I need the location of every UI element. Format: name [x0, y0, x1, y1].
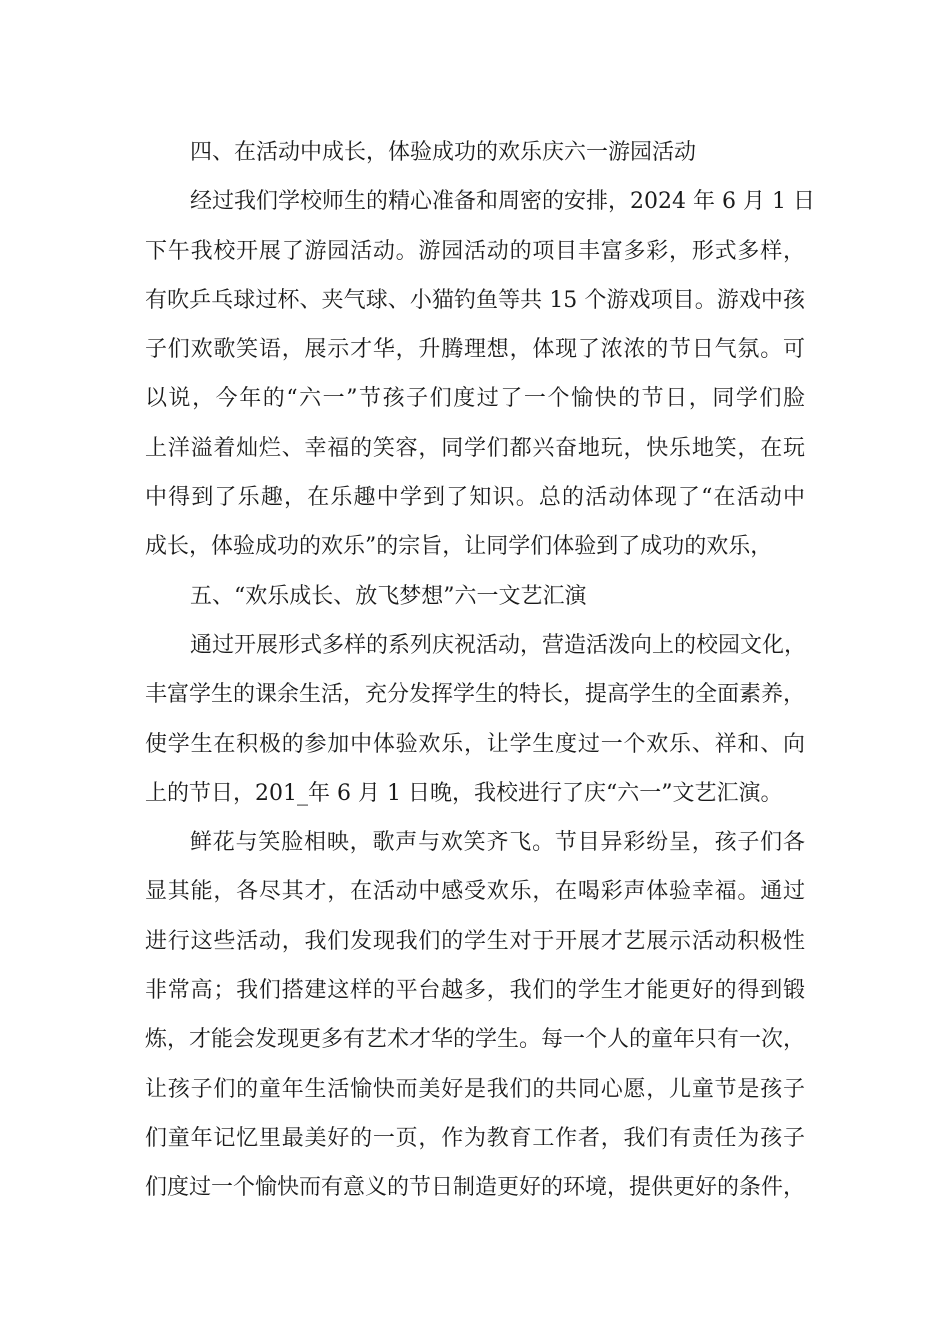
text-line: 非常高；我们搭建这样的平台越多，我们的学生才能更好的得到锻 — [145, 978, 805, 1004]
text-line: 们童年记忆里最美好的一页，作为教育工作者，我们有责任为孩子 — [145, 1125, 805, 1151]
text-line: 以说，今年的“六一”节孩子们度过了一个愉快的节日，同学们脸 — [145, 386, 805, 412]
text-line: 进行这些活动，我们发现我们的学生对于开展才艺展示活动积极性 — [145, 928, 805, 954]
text-line: 成长，体验成功的欢乐”的宗旨，让同学们体验到了成功的欢乐， — [145, 534, 773, 560]
text-line: 通过开展形式多样的系列庆祝活动，营造活泼向上的校园文化， — [190, 632, 807, 658]
text-line: 鲜花与笑脸相映，歌声与欢笑齐飞。节目异彩纷呈，孩子们各 — [190, 830, 805, 856]
text-line: 使学生在积极的参加中体验欢乐，让学生度过一个欢乐、祥和、向 — [145, 731, 805, 757]
document-body — [145, 128, 815, 1213]
text-line: 经过我们学校师生的精心准备和周密的安排，2024 年 6 月 1 日 — [190, 189, 815, 215]
text-line: 丰富学生的课余生活，充分发挥学生的特长，提高学生的全面素养， — [145, 682, 806, 708]
text-line: 中得到了乐趣，在乐趣中学到了知识。总的活动体现了“在活动中 — [145, 485, 805, 511]
text-line: 下午我校开展了游园活动。游园活动的项目丰富多彩，形式多样， — [145, 238, 805, 264]
text-line: 显其能，各尽其才，在活动中感受欢乐，在喝彩声体验幸福。通过 — [145, 879, 805, 905]
text-line: 炼，才能会发现更多有艺术才华的学生。每一个人的童年只有一次， — [145, 1027, 806, 1053]
section-heading-5: 五、“欢乐成长、放飞梦想”六一文艺汇演 — [190, 583, 587, 609]
text-line: 们度过一个愉快而有意义的节日制造更好的环境，提供更好的条件， — [145, 1175, 806, 1201]
text-line: 上的节日，201_年 6 月 1 日晚，我校进行了庆“六一”文艺汇演。 — [145, 780, 783, 806]
text-line: 让孩子们的童年生活愉快而美好是我们的共同心愿，儿童节是孩子 — [145, 1076, 805, 1102]
section-heading-4: 四、在活动中成长，体验成功的欢乐庆六一游园活动 — [190, 140, 697, 165]
text-line: 上洋溢着灿烂、幸福的笑容，同学们都兴奋地玩，快乐地笑，在玩 — [145, 435, 805, 461]
text-line: 子们欢歌笑语，展示才华，升腾理想，体现了浓浓的节日气氛。可 — [145, 337, 805, 363]
text-line: 有吹乒乓球过杯、夹气球、小猫钓鱼等共 15 个游戏项目。游戏中孩 — [145, 287, 805, 313]
